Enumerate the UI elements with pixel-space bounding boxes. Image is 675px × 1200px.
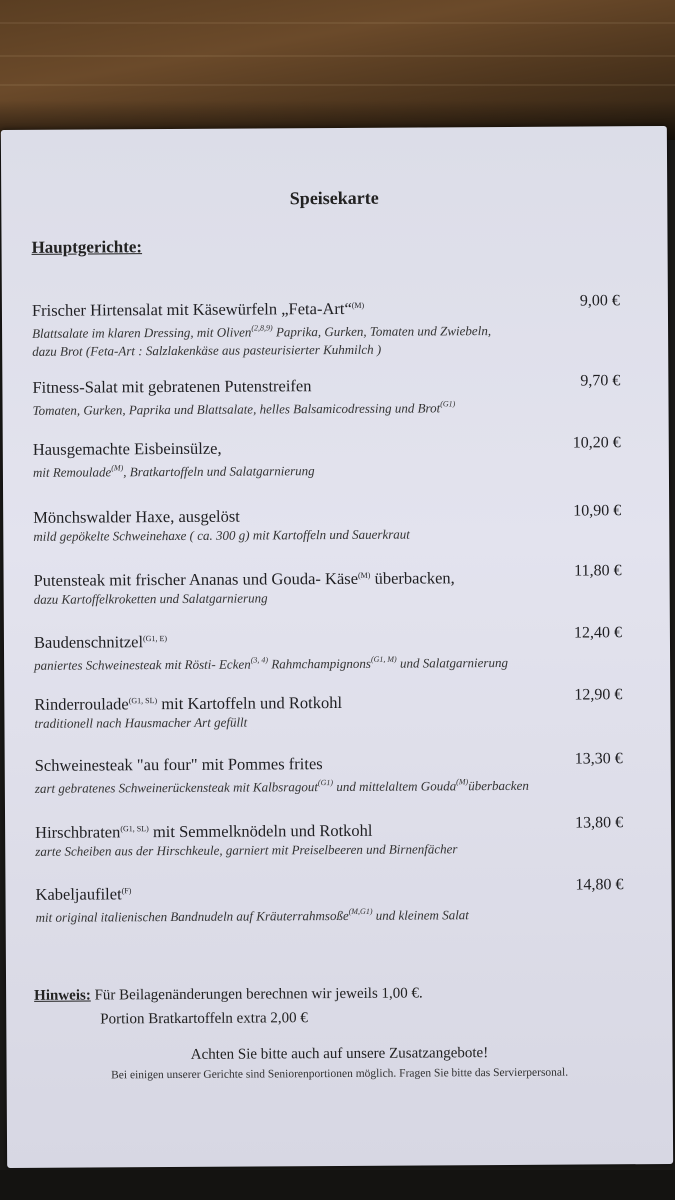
item-name-text: Putensteak mit frischer Ananas und Gouda- Käse: [33, 568, 359, 590]
item-description-text: , Bratkartoffeln und Salatgarnierung: [123, 463, 315, 480]
item-description-text: Tomaten, Gurken, Paprika und Blattsalate, helles Balsamicodressing und Brot: [32, 400, 441, 418]
allergen-code: (3, 4): [250, 655, 269, 665]
menu-sheet: [1, 126, 673, 1168]
notice-label: Hinweis:: [34, 987, 91, 1004]
allergen-code: (G1): [317, 778, 334, 788]
item-name-text: Hausgemachte Eisbeinsülze,: [32, 438, 222, 459]
item-description: [33, 524, 621, 546]
wood-grain: [0, 84, 675, 86]
item-name-text: Baudenschnitzel: [33, 632, 144, 652]
item-description-text: Blattsalate im klaren Dressing, mit Oliven: [32, 324, 252, 341]
item-description-text: mild gepökelte Schweinehaxe ( ca. 300 g) mit Kartoffeln und Sauerkraut: [33, 526, 410, 544]
menu-item: [35, 878, 623, 927]
allergen-code: (G1): [440, 399, 456, 409]
notice-text-2: Portion Bratkartoffeln extra 2,00 €: [100, 1010, 308, 1028]
item-description: [32, 394, 620, 420]
footer-line-1: Achten Sie bitte auch auf unsere Zusatzangebote!: [190, 1045, 489, 1063]
item-description: [35, 772, 623, 798]
item-description: [35, 839, 623, 861]
item-price: 10,20 €: [572, 434, 621, 452]
menu-item: [32, 294, 620, 361]
item-price: 14,80 €: [575, 876, 624, 894]
item-name-text: Kabeljaufilet: [35, 884, 122, 904]
allergen-code: (G1, E): [142, 634, 168, 644]
item-name-text: Schweinesteak "au four" mit Pommes frites: [34, 754, 323, 775]
item-description: dazu Brot (Feta-Art : Salzlakenkäse aus pasteurisierter Kuhmilch ): [32, 341, 382, 359]
notice: [34, 985, 423, 1004]
item-description: [34, 711, 622, 733]
section-heading: Hauptgerichte:: [31, 237, 143, 257]
item-description: [34, 587, 622, 609]
item-description-text: und kleinem Salat: [372, 907, 469, 923]
menu-item: [32, 374, 620, 420]
allergen-code: (M): [111, 463, 124, 473]
menu-item: [34, 688, 622, 733]
allergen-code: (M): [351, 300, 365, 310]
allergen-code: (M,G1): [348, 906, 373, 916]
item-name-text: Frischer Hirtensalat mit Käsewürfeln „Feta-Art“: [31, 298, 352, 320]
item-name-text: Rinderroulade: [34, 694, 129, 714]
item-name-text: mit Semmelknödeln und Rotkohl: [148, 820, 373, 842]
item-name-text: Mönchswalder Haxe, ausgelöst: [33, 506, 240, 527]
allergen-code: (G1, SL): [128, 696, 158, 706]
item-description-text: und Salatgarnierung: [396, 654, 509, 671]
item-name-text: mit Kartoffeln und Rotkohl: [157, 692, 343, 714]
item-price: 13,30 €: [574, 750, 623, 768]
item-price: 12,40 €: [573, 624, 622, 642]
menu-item: [33, 436, 621, 482]
allergen-code: (G1, M): [370, 654, 397, 664]
item-name-text: überbacken,: [370, 568, 455, 588]
item-price: 10,90 €: [573, 502, 622, 520]
item-description-text: dazu Kartoffelkroketten und Salatgarnierung: [33, 590, 268, 607]
allergen-code: (F): [121, 886, 132, 896]
item-price: 9,00 €: [579, 292, 620, 310]
item-description-text: zarte Scheiben aus der Hirschkeule, garniert mit Preiselbeeren und Birnenfächer: [35, 841, 458, 859]
item-description: [33, 456, 621, 482]
item-description-text: traditionell nach Hausmacher Art gefüllt: [34, 714, 248, 731]
wood-grain: [0, 55, 675, 57]
page-title: Speisekarte: [289, 187, 379, 209]
menu-item: [34, 564, 622, 609]
item-price: 9,70 €: [580, 372, 621, 390]
allergen-code: (M): [357, 570, 371, 580]
item-description: [34, 649, 622, 675]
footer-line-2: Bei einigen unserer Gerichte sind Seniorenportionen möglich. Fragen Sie bitte das Servierpersonal.: [111, 1066, 569, 1082]
item-price: 11,80 €: [574, 562, 622, 580]
item-price: 12,90 €: [574, 686, 623, 704]
allergen-code: (2,8,9): [251, 323, 273, 333]
item-description: [36, 901, 624, 927]
menu-item: [35, 816, 623, 861]
table-edge: [0, 1170, 675, 1200]
item-description-text: überbacken: [468, 777, 529, 794]
notice-text: Für Beilagenänderungen berechnen wir jeweils 1,00 €.: [90, 985, 423, 1004]
allergen-code: (G1, SL): [120, 824, 149, 834]
wooden-table-background: [0, 0, 675, 140]
item-name-text: Hirschbraten: [35, 822, 121, 842]
allergen-code: (M): [456, 777, 469, 787]
menu-item: [35, 752, 623, 798]
item-description-text: zart gebratenes Schweinerückensteak mit Kalbsragout: [34, 779, 318, 796]
item-description-text: Paprika, Gurken, Tomaten und Zwiebeln,: [272, 323, 492, 340]
menu-item: [33, 504, 621, 546]
item-description-text: paniertes Schweinesteak mit Rösti- Ecken: [34, 656, 251, 673]
item-description-text: und mittelaltem Gouda: [332, 778, 457, 795]
wood-grain: [0, 22, 675, 24]
item-description-text: mit original italienischen Bandnudeln auf Kräuterrahmsoße: [35, 907, 349, 925]
item-name-text: Fitness-Salat mit gebratenen Putenstreifen: [32, 376, 312, 397]
item-description-text: mit Remoulade: [32, 464, 112, 480]
menu-item: [34, 626, 622, 675]
item-description-text: Rahmchampignons: [267, 655, 372, 672]
item-price: 13,80 €: [575, 814, 624, 832]
